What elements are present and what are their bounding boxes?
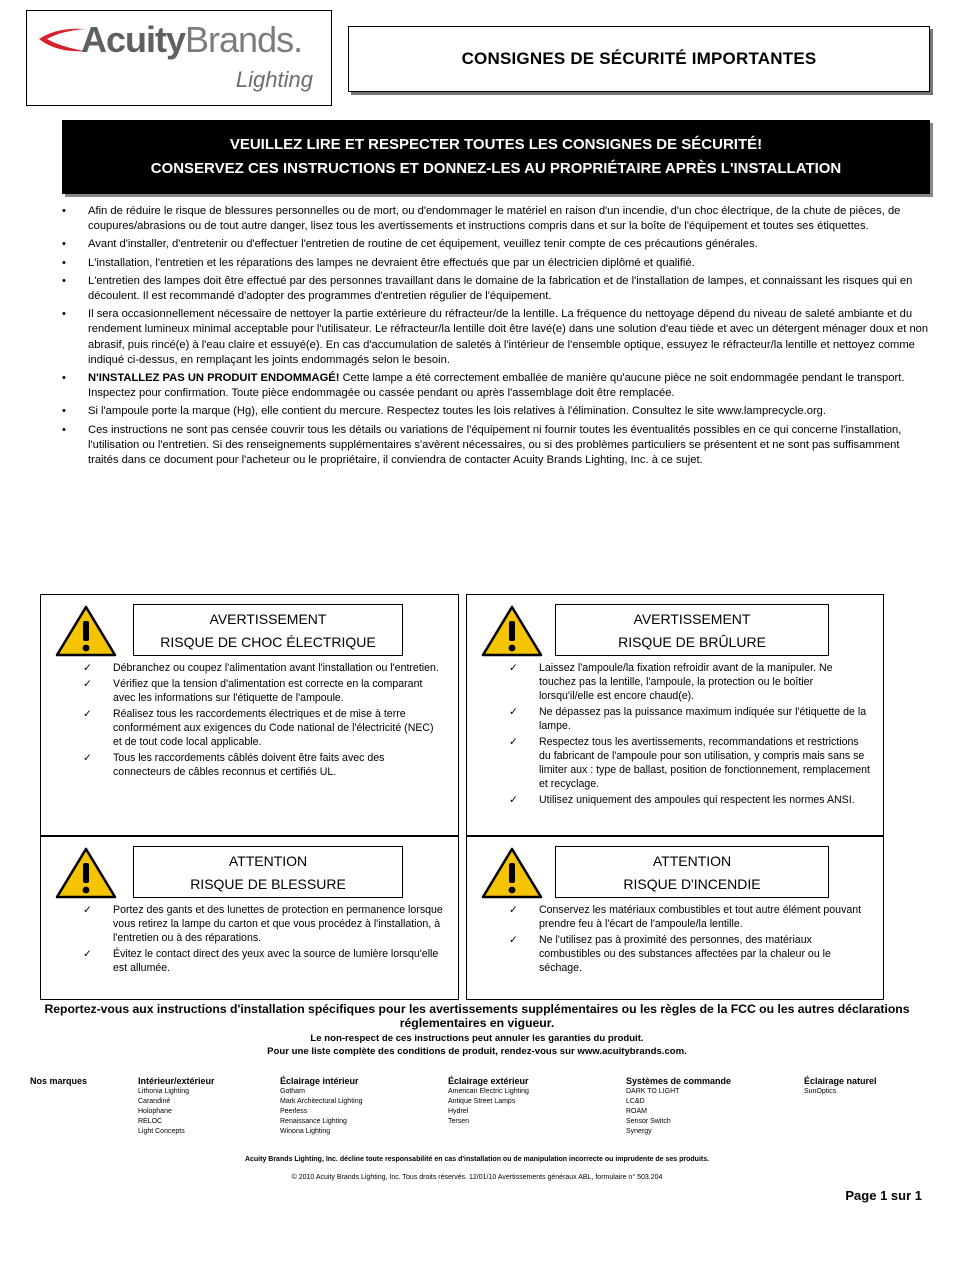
regulatory-notice: Reportez-vous aux instructions d'installation spécifiques pour les avertissements supplémentaires ou les règles de la FCC ou les autres déclarations réglementaires en vigueur. [44,1002,910,1030]
brand-name: Holophane [138,1108,172,1115]
checkmark-icon: ✓ [83,708,92,720]
warning-label [133,604,403,656]
bullet-item [62,371,932,401]
warning-item-text: Laissez l'ampoule/la fixation refroidir avant de la manipuler. Ne touchez pas la lentille, l'ampoule, la protection ou le boîtier lorsqu'il/elle est encore chaud(e). [539,662,833,702]
warning-item [83,751,443,779]
page-title: CONSIGNES DE SÉCURITÉ IMPORTANTES [348,26,930,92]
safety-bullet-list [62,204,932,471]
warning-item-text: Conservez les matériaux combustibles et tout autre élément pouvant prendre feu à l'écart de l'ampoule/la lentille. [539,904,862,930]
checkmark-icon: ✓ [83,662,92,674]
brand-column-heading: Éclairage naturel [804,1076,877,1086]
bullet-item [62,237,932,252]
bullet-item [62,274,932,304]
banner-line-2: CONSERVEZ CES INSTRUCTIONS ET DONNEZ-LES AU PROPRIÉTAIRE APRÈS L'INSTALLATION [150,160,842,177]
checkmark-icon: ✓ [83,678,92,690]
warning-item-text: Évitez le contact direct des yeux avec la source de lumière lorsqu'elle est allumée. [113,948,439,974]
bullet-text: Afin de réduire le risque de blessures personnelles ou de mort, ou d'endommager le matériel en raison d'un incendie, d'un choc électrique, de la chute de pièces, de coupures/abrasions ou de tout autre danger, lisez tous les avertissements et instructions compris dans et sur la boîte de l'équipement et toutes ses étiquettes. [88,205,901,233]
bullet-dot-icon: • [62,205,66,217]
brand-column-heading: Éclairage intérieur [280,1076,359,1086]
brand-column-heading: Éclairage extérieur [448,1076,529,1086]
warning-item-text: Utilisez uniquement des ampoules qui respectent les normes ANSI. [539,794,855,806]
brand-name: Lithonia Lighting [138,1088,189,1095]
warning-item-text: Ne dépassez pas la puissance maximum indiquée sur l'étiquette de la lampe. [539,706,867,732]
page-number: Page 1 sur 1 [845,1188,922,1203]
bullet-dot-icon: • [62,423,66,436]
warning-box-electric-shock [40,594,459,836]
bullet-text: Ces instructions ne sont pas censée couvrir tous les détails ou variations de l'équipement ni fournir toutes les éventualités possibles en ce qui concerne l'installation, l'utilisation ou l'entretien. Si des renseignements supplémentaires s'avèrent nécessaires, ou si des problèmes particuliers se présentent et ne sont pas suffisamment traités dans ce document pour l'acheteur ou le propriétaire, il conviendra de contacter Acuity Brands Lighting, Inc. à ce sujet. [88,423,902,467]
copyright: © 2010 Acuity Brands Lighting, Inc. Tous droits réservés. 12/01/10 Avertissements généraux ABL, formulaire n° 503.204 [291,1174,663,1181]
brand-name: ROAM [626,1108,647,1115]
checkmark-icon: ✓ [83,904,92,916]
warning-box-burn [466,594,884,836]
warning-item-text: Respectez tous les avertissements, recommandations et restrictions du fabricant de l'ampoule pour son utilisation, y compris mais sans se limiter aux : type de ballast, position de fonctionnement, remplacement et recyclage. [539,736,870,790]
caution-title: ATTENTION [652,853,732,869]
brand-column-heading: Intérieur/extérieur [138,1076,215,1086]
warning-item [83,707,443,749]
bullet-text: Avant d'installer, d'entretenir ou d'effectuer l'entretien de routine de cet équipement, veuillez tenir compte de ces précautions générales. [88,238,758,251]
brand-name: Peerless [280,1108,308,1115]
brand-name: SunOptics [804,1088,837,1095]
warning-item [509,933,871,975]
bullet-text: Cette lampe a été correctement emballée de manière qu'aucune pièce ne soit endommagée pendant le transport. Inspectez pour confirmation. Toute pièce endommagée ou cassée pendant ou après l'assemblage doit être remplacée. [88,372,905,400]
warning-item-text: Portez des gants et des lunettes de protection en permanence lorsque vous retirez la lampe du carton et que vous procédez à l'installation, à l'entretien ou à des réparations. [113,904,443,944]
bullet-dot-icon: • [62,308,66,321]
brand-name: Hydrel [448,1108,469,1115]
brands-label: Nos marques [30,1076,88,1086]
warning-title: AVERTISSEMENT [633,611,751,627]
warning-item [83,903,445,945]
bullet-text: Il sera occasionnellement nécessaire de nettoyer la partie extérieure du réfracteur/de la lentille. La fréquence du nettoyage dépend du niveau de saleté ambiante et du rendement lumineux minimal acceptable pour l'utilisateur. Le réfracteur/la lentille doit être lavé(e) dans une solution d'eau tiède et avec un détergent ménager doux et non abrasif, puis rincé(e) à l'eau claire et essuyé(e). En cas d'accumulation de saletés à l'intérieur de l'ensemble optique, essuyez le réfracteur/la lentille et nettoyez comme indiqué ci-dessus, en remplaçant les joints endommagés selon le besoin. [88,308,929,366]
warning-subtitle: RISQUE DE BRÛLURE [618,634,766,650]
bullet-item [62,307,932,368]
checkmark-icon: ✓ [509,736,518,748]
checkmark-icon: ✓ [83,948,92,960]
warning-triangle-icon [55,605,117,657]
logo-subtitle: Lighting [235,67,313,92]
checkmark-icon: ✓ [509,934,518,946]
warranty-line: Le non-respect de ces instructions peut annuler les garanties du produit. [310,1033,644,1044]
brand-column [448,1075,529,1127]
checkmark-icon: ✓ [509,706,518,718]
warning-item-text: Ne l'utilisez pas à proximité des personnes, des matériaux combustibles ou des substances affectées par la chaleur ou le séchage. [539,934,831,974]
caution-subtitle: RISQUE DE BLESSURE [190,876,346,892]
checkmark-icon: ✓ [509,662,518,674]
disclaimer: Acuity Brands Lighting, Inc. décline toute responsabilité en cas d'installation ou de manipulation incorrecte ou imprudente de ses produits. [244,1156,710,1163]
warning-triangle-icon [481,847,543,899]
bullet-text: L'installation, l'entretien et les réparations des lampes ne devraient être effectués que par un électricien diplômé et qualifié. [88,256,695,269]
brand-name: American Electric Lighting [448,1088,529,1095]
brand-name: LC&D [626,1098,645,1105]
warning-subtitle: RISQUE DE CHOC ÉLECTRIQUE [160,634,376,650]
brand-name: Tersen [448,1118,470,1125]
brand-column [804,1075,877,1097]
bullet-text: L'entretien des lampes doit être effectué par des personnes travaillant dans le domaine de la fabrication et de l'installation de lampes, et connaissant les risques qui en découlent. Il est recommandé d'adopter des programmes d'entretien régulier de l'équipement. [88,274,913,303]
caution-label [555,846,829,898]
warning-triangle-icon [55,847,117,899]
brand-name: Winona Lighting [280,1128,331,1135]
brand-name: Mark Architectural Lighting [280,1098,363,1105]
warning-list [509,661,871,809]
bullet-item [62,256,932,271]
warning-list [83,661,443,781]
brand-name: Sensor Switch [626,1118,671,1125]
warning-item [83,661,443,675]
bullet-item [62,404,932,419]
checkmark-icon: ✓ [509,904,518,916]
bullet-lead: N'INSTALLEZ PAS UN PRODUIT ENDOMMAGÉ! [88,372,340,385]
warning-label [555,604,829,656]
bullet-dot-icon: • [62,256,66,269]
bullet-dot-icon: • [62,238,66,251]
logo-swoosh-icon [37,25,87,55]
warning-title: AVERTISSEMENT [209,611,327,627]
brand-column-heading: Systèmes de commande [626,1076,732,1086]
bullet-dot-icon: • [62,372,66,385]
warning-triangle-icon [481,605,543,657]
warning-item-text: Réalisez tous les raccordements électriques et de mise à terre conformément aux exigences du Code national de l'électricité (NEC) et de tout code local applicable. [113,708,434,748]
caution-title: ATTENTION [228,853,308,869]
caution-box-fire [466,836,884,1000]
brand-column [626,1075,731,1137]
brand-name: RELOC [138,1118,163,1125]
brand-name: Gotham [280,1088,305,1095]
bullet-item [62,423,932,469]
checkmark-icon: ✓ [509,794,518,806]
warranty-notice [20,1032,934,1058]
warning-item-text: Tous les raccordements câblés doivent être faits avec des connecteurs de câbles reconnus et certifiés UL. [113,752,385,778]
caution-list [83,903,445,977]
caution-box-injury [40,836,459,1000]
safety-banner [62,120,930,194]
warning-item [509,735,871,791]
bullet-dot-icon: • [62,405,66,418]
warning-item [509,661,871,703]
brand-name: Light Concepts [138,1128,185,1135]
logo-wordmark: AcuityBrands. [81,19,303,60]
bullet-text: Si l'ampoule porte la marque (Hg), elle contient du mercure. Respectez toutes les lois relatives à l'élimination. Consultez le site www.lamprecycle.org. [88,405,827,418]
warning-item [509,793,871,807]
brand-name: DARK TO LIGHT [626,1088,680,1095]
company-logo [26,10,332,106]
brand-name: Antique Street Lamps [448,1098,516,1105]
caution-label [133,846,403,898]
website-line: Pour une liste complète des conditions de produit, rendez-vous sur www.acuitybrands.com. [267,1046,687,1057]
warning-item-text: Débranchez ou coupez l'alimentation avant l'installation ou l'entretien. [113,662,439,674]
brand-name: Carandiné [138,1098,171,1105]
brand-name: Renaissance Lighting [280,1118,347,1125]
caution-subtitle: RISQUE D'INCENDIE [623,876,761,892]
bullet-item [62,204,932,234]
warning-item [509,705,871,733]
brand-column [138,1075,215,1137]
brand-name: Synergy [626,1128,652,1135]
warning-item [83,677,443,705]
brand-column [280,1075,362,1137]
caution-list [509,903,871,977]
bullet-dot-icon: • [62,274,66,287]
checkmark-icon: ✓ [83,752,92,764]
warning-item-text: Vérifiez que la tension d'alimentation est correcte en la comparant avec les informations sur l'étiquette de l'ampoule. [113,678,423,704]
banner-line-1: VEUILLEZ LIRE ET RESPECTER TOUTES LES CONSIGNES DE SÉCURITÉ! [229,136,763,153]
warning-item [83,947,445,975]
warning-item [509,903,871,931]
